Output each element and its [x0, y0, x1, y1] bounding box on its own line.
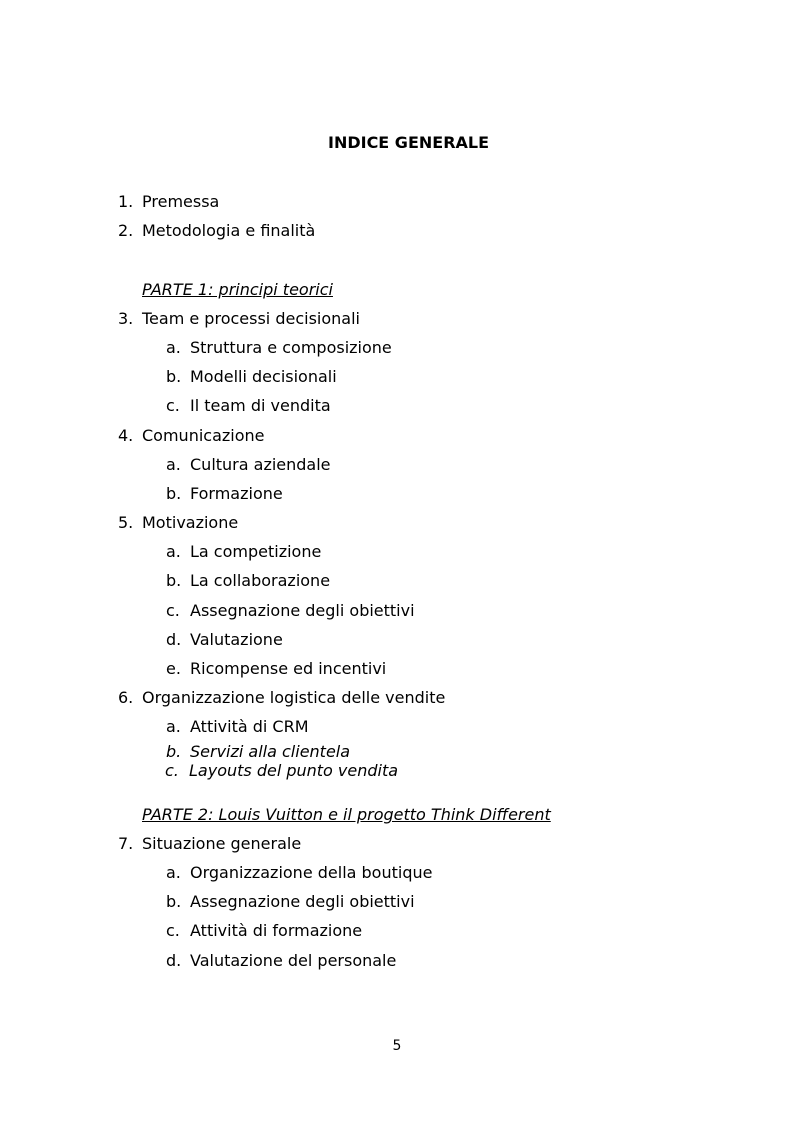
toc-subitem-text: Struttura e composizione — [190, 338, 392, 357]
toc-subitem-letter: e. — [166, 659, 181, 678]
toc-subitem-letter: b. — [166, 367, 182, 386]
toc-item-text: Premessa — [142, 192, 220, 211]
toc-item-text: Metodologia e finalità — [142, 221, 316, 240]
part-1-heading: PARTE 1: principi teorici — [142, 280, 333, 299]
toc-subitem-text: Attività di formazione — [190, 921, 363, 940]
toc-subitem-letter: b. — [166, 892, 182, 911]
toc-subitem-letter: a. — [166, 863, 181, 882]
toc-subitem-letter: a. — [166, 542, 181, 561]
toc-subitem-letter: c. — [166, 396, 180, 415]
toc-item-number: 2. — [118, 221, 134, 240]
toc-item-number: 3. — [118, 309, 134, 328]
toc-subitem-text: Valutazione del personale — [190, 951, 397, 970]
toc-subitem-text: Formazione — [190, 484, 283, 503]
toc-subitem-text: La collaborazione — [190, 571, 331, 590]
toc-subitem-text: Cultura aziendale — [190, 455, 331, 474]
toc-subitem-text: Layouts del punto vendita — [189, 761, 399, 780]
toc-item-number: 1. — [118, 192, 134, 211]
toc-subitem-text: Organizzazione della boutique — [190, 863, 433, 882]
toc-subitem-letter: c. — [165, 761, 179, 780]
toc-item-text: Motivazione — [142, 513, 239, 532]
toc-subitem-letter: d. — [166, 951, 182, 970]
toc-subitem-letter: a. — [166, 717, 181, 736]
toc-subitem-letter: b. — [166, 484, 182, 503]
toc-item-number: 6. — [118, 688, 134, 707]
toc-subitem-letter: d. — [166, 630, 182, 649]
toc-item-text: Team e processi decisionali — [142, 309, 360, 328]
toc-subitem-letter: c. — [166, 921, 180, 940]
toc-subitem-text: Assegnazione degli obiettivi — [190, 601, 415, 620]
toc-subitem-letter: a. — [166, 338, 181, 357]
page-number: 5 — [392, 1038, 402, 1054]
toc-item-number: 5. — [118, 513, 134, 532]
toc-item-number: 4. — [118, 426, 134, 445]
toc-item-text: Comunicazione — [142, 426, 265, 445]
toc-subitem-text: Ricompense ed incentivi — [190, 659, 387, 678]
toc-subitem-text: Modelli decisionali — [190, 367, 337, 386]
toc-item-text: Situazione generale — [142, 834, 302, 853]
toc-subitem-letter: c. — [166, 601, 180, 620]
toc-item-number: 7. — [118, 834, 134, 853]
part-2-heading: PARTE 2: Louis Vuitton e il progetto Think Different — [142, 805, 551, 824]
toc-subitem-text: Valutazione — [190, 630, 283, 649]
toc-subitem-text: Assegnazione degli obiettivi — [190, 892, 415, 911]
toc-subitem-text: La competizione — [190, 542, 322, 561]
toc-subitem-letter: b. — [166, 742, 182, 761]
toc-subitem-text: Servizi alla clientela — [190, 742, 351, 761]
toc-item-text: Organizzazione logistica delle vendite — [142, 688, 446, 707]
toc-subitem-text: Attività di CRM — [190, 717, 309, 736]
toc-subitem-letter: b. — [166, 571, 182, 590]
toc-subitem-text: Il team di vendita — [190, 396, 331, 415]
toc-subitem-letter: a. — [166, 455, 181, 474]
page-title: INDICE GENERALE — [327, 133, 490, 152]
